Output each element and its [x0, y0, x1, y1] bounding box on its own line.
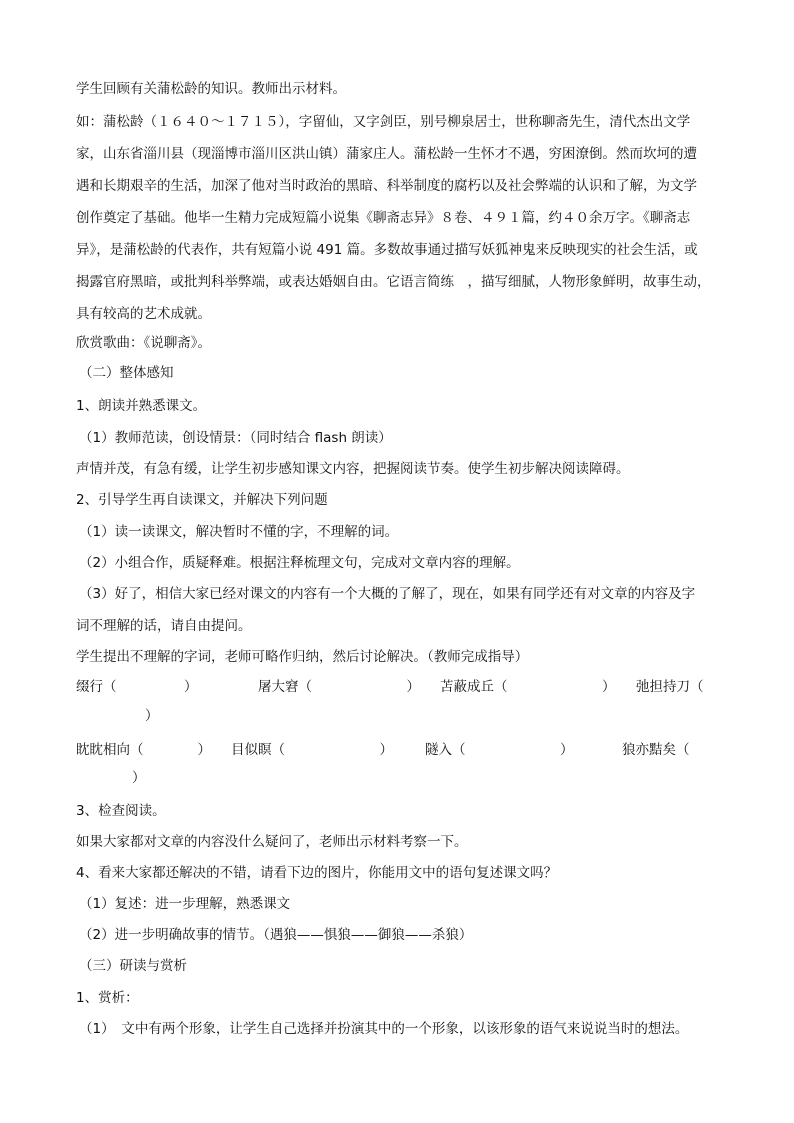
material-line-4: 创作奠定了基础。他毕一生精力完成短篇小说集《聊斋志异》８卷、４９１篇，约４０余万字。《聊斋志	[76, 210, 691, 226]
material-line-7: 具有较高的艺术成就。	[76, 306, 211, 322]
word-blank: 缀行（ ）	[76, 679, 198, 695]
step-1-heading: 1、朗读并熟悉课文。	[76, 398, 207, 414]
appreciation-heading: 1、赏析：	[76, 990, 139, 1006]
step-2-item-3-cont: 词不理解的话，请自由提问。	[76, 618, 252, 634]
word-blank: 目似瞑（ ）	[231, 742, 393, 758]
word-blank: 弛担持刀（	[636, 679, 704, 695]
step-2-note: 学生提出不理解的字词，老师可略作归纳，然后讨论解决。（教师完成指导）	[76, 649, 529, 665]
word-blank: 屠大窘（ ）	[258, 679, 420, 695]
step-1-desc: 声情并茂，有急有缓，让学生初步感知课文内容，把握阅读节奏。使学生初步解决阅读障碍。	[76, 461, 630, 477]
step-4-heading: 4、看来大家都还解决的不错，请看下边的图片，你能用文中的语句复述课文吗？	[76, 865, 558, 881]
step-3-desc: 如果大家都对文章的内容没什么疑问了，老师出示材料考察一下。	[76, 834, 468, 850]
word-blank-wrap: ）	[132, 770, 146, 786]
material-line-6: 揭露官府黑暗，或批判科举弊端，或表达婚姻自由。它语言简练 ，描写细腻，人物形象鲜明，故事生动，	[76, 274, 711, 290]
step-2-heading: 2、引导学生再自读课文，并解决下列问题	[76, 492, 328, 508]
word-blank: 眈眈相向（ ）	[76, 742, 211, 758]
word-blank: 隧入（ ）	[425, 742, 574, 758]
step-4-item-2: （2）进一步明确故事的情节。（遇狼——惧狼——御狼——杀狼）	[79, 927, 473, 943]
material-line-3: 遇和长期艰辛的生活，加深了他对当时政治的黑暗、科举制度的腐朽以及社会弊端的认识和了解，为文学	[76, 178, 697, 194]
section-heading-3: （三）研读与赏析	[79, 958, 187, 974]
word-blank: 苫蔽成丘（ ）	[440, 679, 616, 695]
word-blank-wrap: ）	[145, 708, 159, 724]
section-heading-2: （二）整体感知	[79, 365, 174, 381]
step-3-heading: 3、检查阅读。	[76, 803, 166, 819]
material-line-1: 如：蒲松龄（１６４０～１７１５），字留仙，又字剑臣，别号柳泉居士，世称聊斋先生，清代杰出文学	[76, 114, 691, 130]
step-2-item-2: （2）小组合作，质疑释难。根据注释梳理文句，完成对文章内容的理解。	[79, 555, 520, 571]
material-line-2: 家，山东省淄川县（现淄博市淄川区洪山镇）蒲家庄人。蒲松龄一生怀才不遇，穷困潦倒。然而坎坷的遭	[76, 146, 697, 162]
step-4-item-1: （1）复述：进一步理解，熟悉课文	[79, 896, 291, 912]
song-line: 欣赏歌曲：《说聊斋》。	[76, 335, 211, 351]
step-2-item-3: （3）好了，相信大家已经对课文的内容有一个大概的了解了，现在，如果有同学还有对文章的内容及字	[79, 586, 696, 602]
intro-line: 学生回顾有关蒲松龄的知识。教师出示材料。	[76, 81, 346, 97]
appreciation-item-1: （1） 文中有两个形象，让学生自己选择并扮演其中的一个形象，以该形象的语气来说说当时的想法。	[79, 1021, 689, 1037]
step-2-item-1: （1）读一读课文，解决暂时不懂的字，不理解的词。	[79, 524, 399, 540]
step-1-item-1: （1）教师范读，创设情景：（同时结合 flash 朗读）	[79, 430, 392, 446]
word-blank: 狼亦黠矣（	[622, 742, 690, 758]
material-line-5: 异》，是蒲松龄的代表作，共有短篇小说 491 篇。多数故事通过描写妖狐神鬼来反映现实的社会生活，或	[76, 242, 698, 258]
